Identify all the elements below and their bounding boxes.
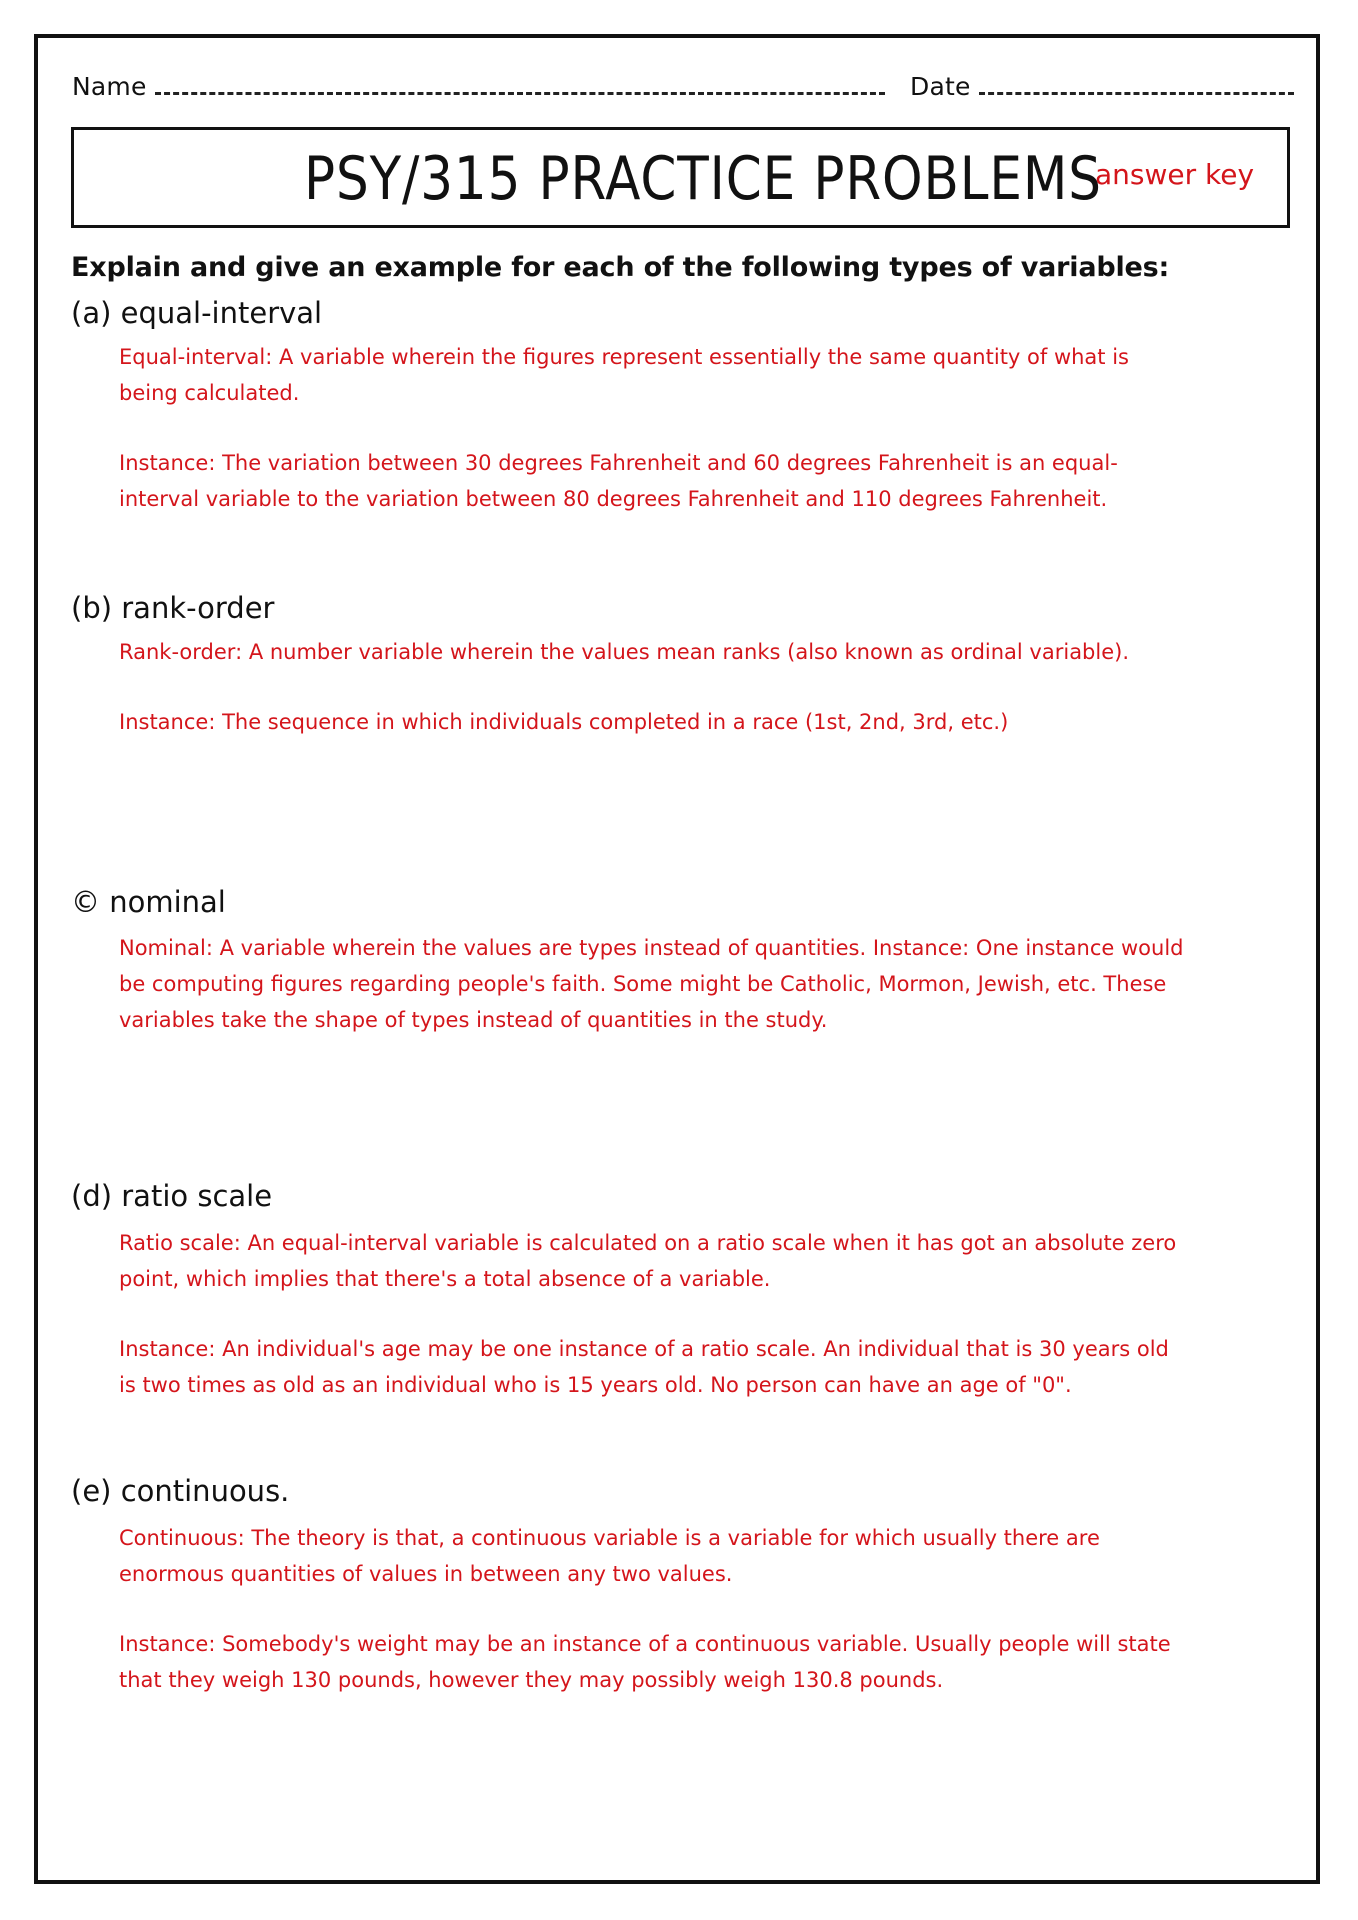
answer-text: Instance: The sequence in which individuals completed in a race (1st, 2nd, 3rd, etc.) — [119, 710, 1009, 734]
answer-text: Continuous: The theory is that, a continuous variable is a variable for which usually there are enormous quantities of values in between any two values. — [119, 1526, 1100, 1586]
instructions: Explain and give an example for each of the following types of variables: — [71, 252, 1170, 283]
title-box — [71, 127, 1290, 228]
answer-text: Nominal: A variable wherein the values are types instead of quantities. Instance: One instance would be computing figures regarding people's faith. Some might be Catholic, Mormon, Jewish, etc. These variables take the shape of types instead of quantities in the study. — [119, 936, 1184, 1032]
answer-block-d — [119, 1225, 1189, 1403]
answer-block-c — [119, 930, 1189, 1038]
answer-block-a — [119, 339, 1189, 517]
date-label: Date — [910, 72, 971, 101]
name-label: Name — [72, 72, 147, 101]
name-fill-line[interactable] — [155, 74, 885, 95]
question-heading-e: (e) continuous. — [71, 1474, 290, 1508]
answer-text: Instance: Somebody's weight may be an instance of a continuous variable. Usually people will state that they weigh 130 pounds, however they may possibly weigh 130.8 pounds. — [119, 1632, 1171, 1692]
date-row — [910, 72, 1294, 102]
question-heading-d: (d) ratio scale — [71, 1179, 273, 1213]
answer-block-e — [119, 1520, 1189, 1698]
name-row — [72, 72, 885, 102]
answer-key-label: answer key — [1095, 158, 1255, 191]
answer-block-b — [119, 634, 1189, 740]
question-heading-a: (a) equal-interval — [71, 296, 323, 330]
question-heading-c: © nominal — [71, 885, 226, 919]
page-title: PSY/315 PRACTICE PROBLEMS — [304, 144, 1102, 214]
answer-text: Ratio scale: An equal-interval variable is calculated on a ratio scale when it has got an absolute zero point, which implies that there's a total absence of a variable. — [119, 1231, 1177, 1291]
date-fill-line[interactable] — [979, 74, 1294, 95]
answer-text: Equal-interval: A variable wherein the figures represent essentially the same quantity of what is being calculated. — [119, 345, 1129, 405]
answer-text: Rank-order: A number variable wherein the values mean ranks (also known as ordinal variable). — [119, 640, 1130, 664]
answer-text: Instance: The variation between 30 degrees Fahrenheit and 60 degrees Fahrenheit is an equal-interval variable to the variation between 80 degrees Fahrenheit and 110 degrees Fahrenheit. — [119, 451, 1118, 511]
answer-text: Instance: An individual's age may be one instance of a ratio scale. An individual that is 30 years old is two times as old as an individual who is 15 years old. No person can have an age of "0". — [119, 1337, 1169, 1397]
question-heading-b: (b) rank-order — [71, 591, 275, 625]
